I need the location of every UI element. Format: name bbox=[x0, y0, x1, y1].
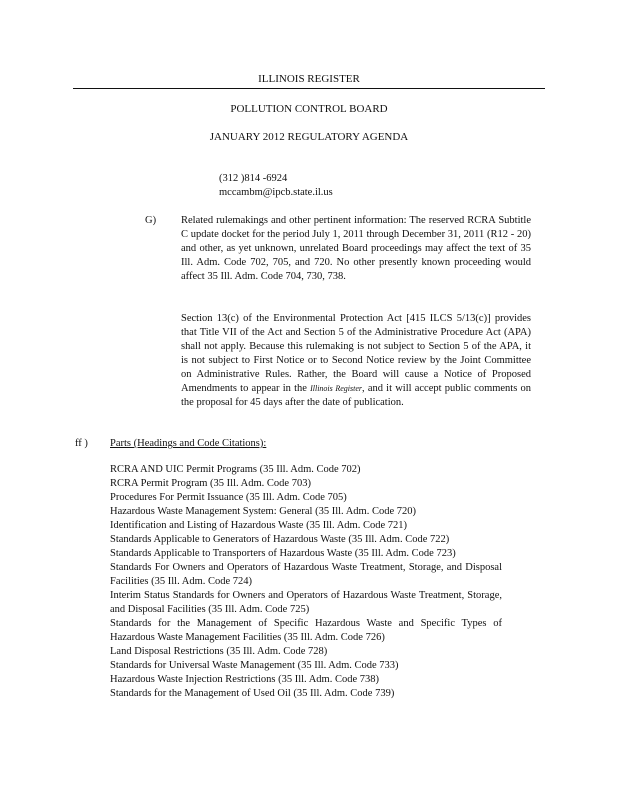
related-rulemakings-paragraph: Related rulemakings and other pertinent information: The reserved RCRA Subtitle C update docket for the period July 1, 2011 through December 31, 2011 (R12 - 20) and other, as yet unknown, unrelated Board proceedings may affect the text of 35 Ill. Adm. Code 702, 705, and 720. No other presently known proceeding would affect 35 Ill. Adm. Code 704, 730, 738. bbox=[181, 215, 531, 282]
item-ff-label: ff ) bbox=[75, 438, 88, 449]
header-rule bbox=[73, 88, 545, 89]
parts-list bbox=[110, 463, 502, 701]
section-13c-paragraph bbox=[181, 312, 531, 410]
register-title: ILLINOIS REGISTER bbox=[258, 73, 360, 85]
list-item: Standards for the Management of Used Oil (35 Ill. Adm. Code 739) bbox=[110, 688, 395, 699]
para2-text-after: , and it will accept public comments on the proposal for 45 days after the date of publication. bbox=[181, 383, 532, 408]
list-item: Hazardous Waste Management System: General (35 Ill. Adm. Code 720) bbox=[110, 506, 417, 517]
contact-block bbox=[219, 172, 333, 200]
agency-title: POLLUTION CONTROL BOARD bbox=[230, 103, 388, 115]
list-item: Procedures For Permit Issuance (35 Ill. Adm. Code 705) bbox=[110, 492, 347, 503]
list-item: Identification and Listing of Hazardous Waste (35 Ill. Adm. Code 721) bbox=[110, 520, 407, 531]
list-item: Interim Status Standards for Owners and Operators of Hazardous Waste Treatment, Storage, and Disposal Facilities (35 Ill. Adm. Code 725) bbox=[110, 590, 502, 615]
list-item: Land Disposal Restrictions (35 Ill. Adm. Code 728) bbox=[110, 646, 328, 657]
item-g-label: G) bbox=[145, 215, 157, 226]
list-item: RCRA AND UIC Permit Programs (35 Ill. Adm. Code 702) bbox=[110, 464, 361, 475]
list-item: Hazardous Waste Injection Restrictions (35 Ill. Adm. Code 738) bbox=[110, 674, 379, 685]
list-item: Standards Applicable to Transporters of Hazardous Waste (35 Ill. Adm. Code 723) bbox=[110, 548, 456, 559]
parts-heading: Parts (Headings and Code Citations): bbox=[110, 438, 267, 449]
para2-text-before: Section 13(c) of the Environmental Protection Act [415 ILCS 5/13(c)] provides that Title VII of the Act and Section 5 of the Administrative Procedure Act (APA) shall not apply. Because this rulemaking is not subject to Section 5 of the APA, it is not subject to First Notice or to Second Notice review by the Joint Committee on Administrative Rules. Rather, the Board will cause a Notice of Proposed Amendments to appear in the bbox=[181, 313, 531, 394]
agenda-title: JANUARY 2012 REGULATORY AGENDA bbox=[209, 131, 409, 143]
illinois-register-italic: Illinois Register bbox=[310, 384, 362, 393]
list-item: Standards Applicable to Generators of Hazardous Waste (35 Ill. Adm. Code 722) bbox=[110, 534, 450, 545]
list-item: Standards for the Management of Specific Hazardous Waste and Specific Types of Hazardous Waste Management Facilities (35 Ill. Adm. Code 726) bbox=[110, 618, 502, 643]
list-item: RCRA Permit Program (35 Ill. Adm. Code 703) bbox=[110, 478, 311, 489]
list-item: Standards for Universal Waste Management (35 Ill. Adm. Code 733) bbox=[110, 660, 399, 671]
list-item: Standards For Owners and Operators of Hazardous Waste Treatment, Storage, and Disposal Facilities (35 Ill. Adm. Code 724) bbox=[110, 562, 502, 587]
contact-email: mccambm@ipcb.state.il.us bbox=[219, 187, 333, 198]
contact-phone: (312 )814 -6924 bbox=[219, 173, 288, 184]
